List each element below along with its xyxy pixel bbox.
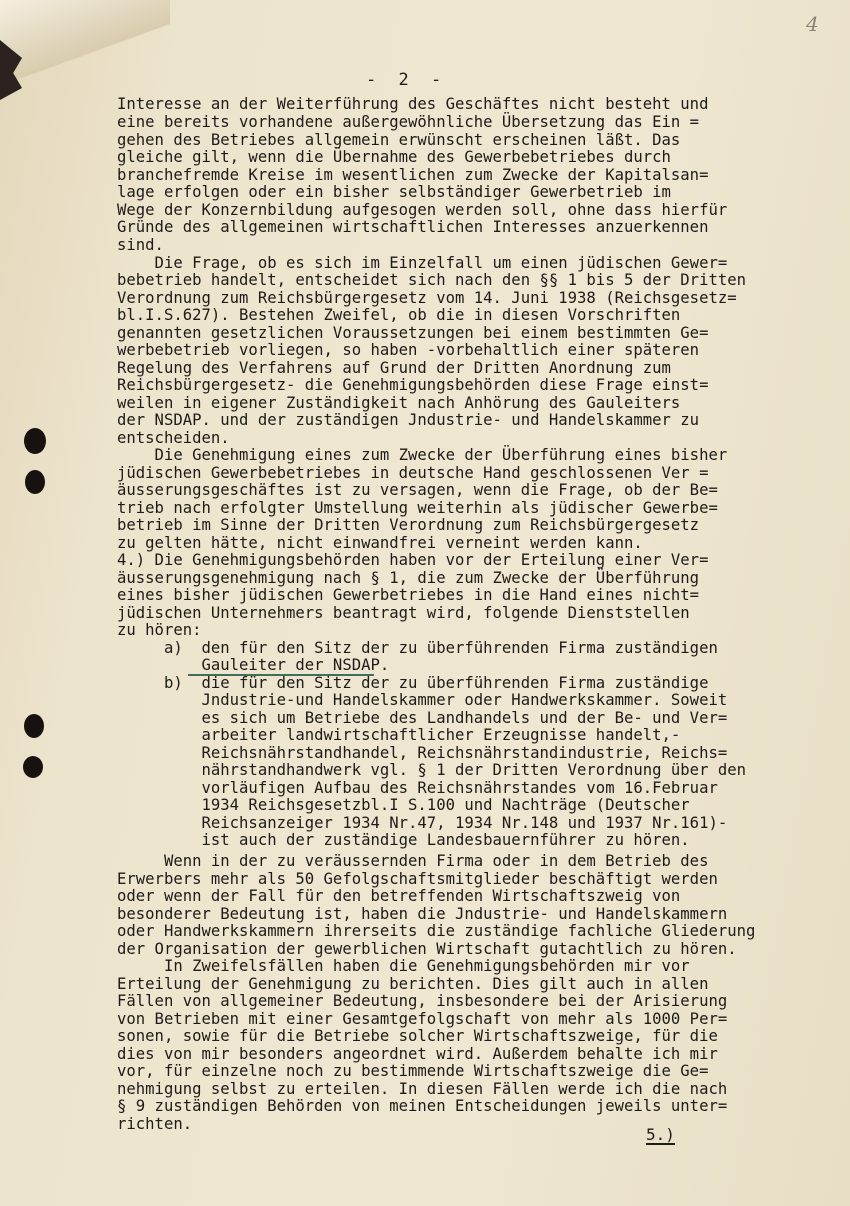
text-line: bebetrieb handelt, entscheidet sich nach den §§ 1 bis 5 der Dritten bbox=[117, 271, 747, 289]
text-line: 4.) Die Genehmigungsbehörden haben vor der Erteilung einer Ver= bbox=[117, 551, 709, 569]
text-line: arbeiter landwirtschaftlicher Erzeugnisse handelt,- bbox=[117, 726, 681, 744]
text-line: äusserungsgenehmigung nach § 1, die zum Zwecke der Überführung bbox=[117, 569, 700, 587]
text-line: Reichsnährstandhandel, Reichsnährstandindustrie, Reichs= bbox=[117, 744, 728, 762]
text-line: Regelung des Verfahrens auf Grund der Dritten Anordnung zum bbox=[117, 359, 671, 377]
text-line: äusserungsgeschäftes ist zu versagen, wenn die Frage, ob der Be= bbox=[117, 481, 718, 499]
text-line: sind. bbox=[117, 236, 164, 254]
text-line: Jndustrie-und Handelskammer oder Handwerkskammer. Soweit bbox=[117, 691, 728, 709]
list-item-a-gauleiter: Gauleiter der NSDAP. bbox=[117, 656, 390, 674]
list-item-b: b) die für den Sitz der zu überführenden Firma zuständige bbox=[117, 674, 709, 692]
punch-hole bbox=[25, 470, 45, 494]
text-line: In Zweifelsfällen haben die Genehmigungsbehörden mir vor bbox=[117, 957, 690, 975]
text-line: nährstandhandwerk vgl. § 1 der Dritten Verordnung über den bbox=[117, 761, 747, 779]
text-line: richten. bbox=[117, 1115, 193, 1133]
text-line: zu hören: bbox=[117, 621, 202, 639]
text-line: dies von mir besonders angeordnet wird. Außerdem behalte ich mir bbox=[117, 1045, 718, 1063]
text-line: bl.I.S.627). Bestehen Zweifel, ob die in diesen Vorschriften bbox=[117, 306, 681, 324]
text-line: der NSDAP. und der zuständigen Jndustrie- und Handelskammer zu bbox=[117, 411, 700, 429]
text-line: besonderer Bedeutung ist, haben die Jndustrie- und Handelskammern bbox=[117, 905, 728, 923]
text-line: gleiche gilt, wenn die Übernahme des Gewerbebetriebes durch bbox=[117, 148, 671, 166]
text-line: nehmigung selbst zu erteilen. In diesen Fällen werde ich die nach bbox=[117, 1080, 728, 1098]
text-line: gehen des Betriebes allgemein erwünscht erscheinen läßt. Das bbox=[117, 131, 681, 149]
text-line: lage erfolgen oder ein bisher selbständiger Gewerbetrieb im bbox=[117, 183, 671, 201]
text-line: vorläufigen Aufbau des Reichsnährstandes vom 16.Februar bbox=[117, 779, 718, 797]
text-line: Verordnung zum Reichsbürgergesetz vom 14. Juni 1938 (Reichsgesetz= bbox=[117, 289, 737, 307]
text-line: branchefremde Kreise im wesentlichen zum Zwecke der Kapitalsan= bbox=[117, 166, 709, 184]
text-line: Reichsanzeiger 1934 Nr.47, 1934 Nr.148 und 1937 Nr.161)- bbox=[117, 814, 728, 832]
text-line: trieb nach erfolgter Umstellung weiterhin als jüdischer Gewerbe= bbox=[117, 499, 718, 517]
punch-hole bbox=[23, 756, 43, 778]
text-line: zu gelten hätte, nicht einwandfrei verneint werden kann. bbox=[117, 534, 643, 552]
text-line: es sich um Betriebe des Landhandels und der Be- und Ver= bbox=[117, 709, 728, 727]
text-line: Reichsbürgergesetz- die Genehmigungsbehörden diese Frage einst= bbox=[117, 376, 709, 394]
text-line: eines bisher jüdischen Gewerbetriebes in die Hand eines nicht= bbox=[117, 586, 700, 604]
list-item-a: a) den für den Sitz der zu überführenden Firma zuständigen bbox=[117, 639, 718, 657]
text-line: werbebetrieb vorliegen, so haben -vorbehaltlich einer späteren bbox=[117, 341, 700, 359]
page-corner-mark: 4 bbox=[806, 12, 819, 36]
text-line: Fällen von allgemeiner Bedeutung, insbesondere bei der Arisierung bbox=[117, 992, 728, 1010]
text-line: vor, für einzelne noch zu bestimmende Wirtschaftszweige die Ge= bbox=[117, 1062, 709, 1080]
text-line: jüdischen Unternehmers beantragt wird, folgende Dienststellen bbox=[117, 604, 690, 622]
text-line: Interesse an der Weiterführung des Geschäftes nicht besteht und bbox=[117, 95, 709, 113]
text-line: Wege der Konzernbildung aufgesogen werden soll, ohne dass hierfür bbox=[117, 201, 728, 219]
text-line: von Betrieben mit einer Gesamtgefolgschaft von mehr als 1000 Per= bbox=[117, 1010, 728, 1028]
text-line: eine bereits vorhandene außergewöhnliche Übersetzung das Ein = bbox=[117, 113, 700, 131]
text-line: entscheiden. bbox=[117, 429, 230, 447]
punch-hole bbox=[24, 714, 44, 738]
text-line: 1934 Reichsgesetzbl.I S.100 und Nachträge (Deutscher bbox=[117, 796, 690, 814]
folded-corner bbox=[0, 0, 170, 80]
text-line: sonen, sowie für die Betriebe solcher Wirtschaftszweige, für die bbox=[117, 1027, 718, 1045]
text-line: genannten gesetzlichen Voraussetzungen bei einem bestimmten Ge= bbox=[117, 324, 709, 342]
text-line: Gründe des allgemeinen wirtschaftlichen Interesses anzuerkennen bbox=[117, 218, 709, 236]
page-number: - 2 - bbox=[366, 70, 448, 90]
text-line: der Organisation der gewerblichen Wirtschaft gutachtlich zu hören. bbox=[117, 940, 737, 958]
text-line: Erteilung der Genehmigung zu berichten. Dies gilt auch in allen bbox=[117, 975, 709, 993]
text-line: Die Frage, ob es sich im Einzelfall um einen jüdischen Gewer= bbox=[117, 254, 728, 272]
text-line: Wenn in der zu veräussernden Firma oder in dem Betrieb des bbox=[117, 852, 709, 870]
text-line: oder wenn der Fall für den betreffenden Wirtschaftszweig von bbox=[117, 887, 681, 905]
text-line: ist auch der zuständige Landesbauernführer zu hören. bbox=[117, 831, 690, 849]
text-line: weilen in eigener Zuständigkeit nach Anhörung des Gauleiters bbox=[117, 394, 681, 412]
text-line: Die Genehmigung eines zum Zwecke der Überführung eines bisher bbox=[117, 446, 728, 464]
gauleiter-underline bbox=[188, 674, 374, 676]
text-line: § 9 zuständigen Behörden von meinen Entscheidungen jeweils unter= bbox=[117, 1097, 728, 1115]
text-line: betrieb im Sinne der Dritten Verordnung zum Reichsbürgergesetz bbox=[117, 516, 700, 534]
text-line: Erwerbers mehr als 50 Gefolgschaftsmitglieder beschäftigt werden bbox=[117, 870, 718, 888]
next-page-marker: 5.) bbox=[646, 1125, 675, 1144]
punch-hole bbox=[24, 428, 46, 454]
text-line: jüdischen Gewerbebetriebes in deutsche Hand geschlossenen Ver = bbox=[117, 464, 709, 482]
text-line: oder Handwerkskammern ihrerseits die zuständige fachliche Gliederung bbox=[117, 922, 756, 940]
